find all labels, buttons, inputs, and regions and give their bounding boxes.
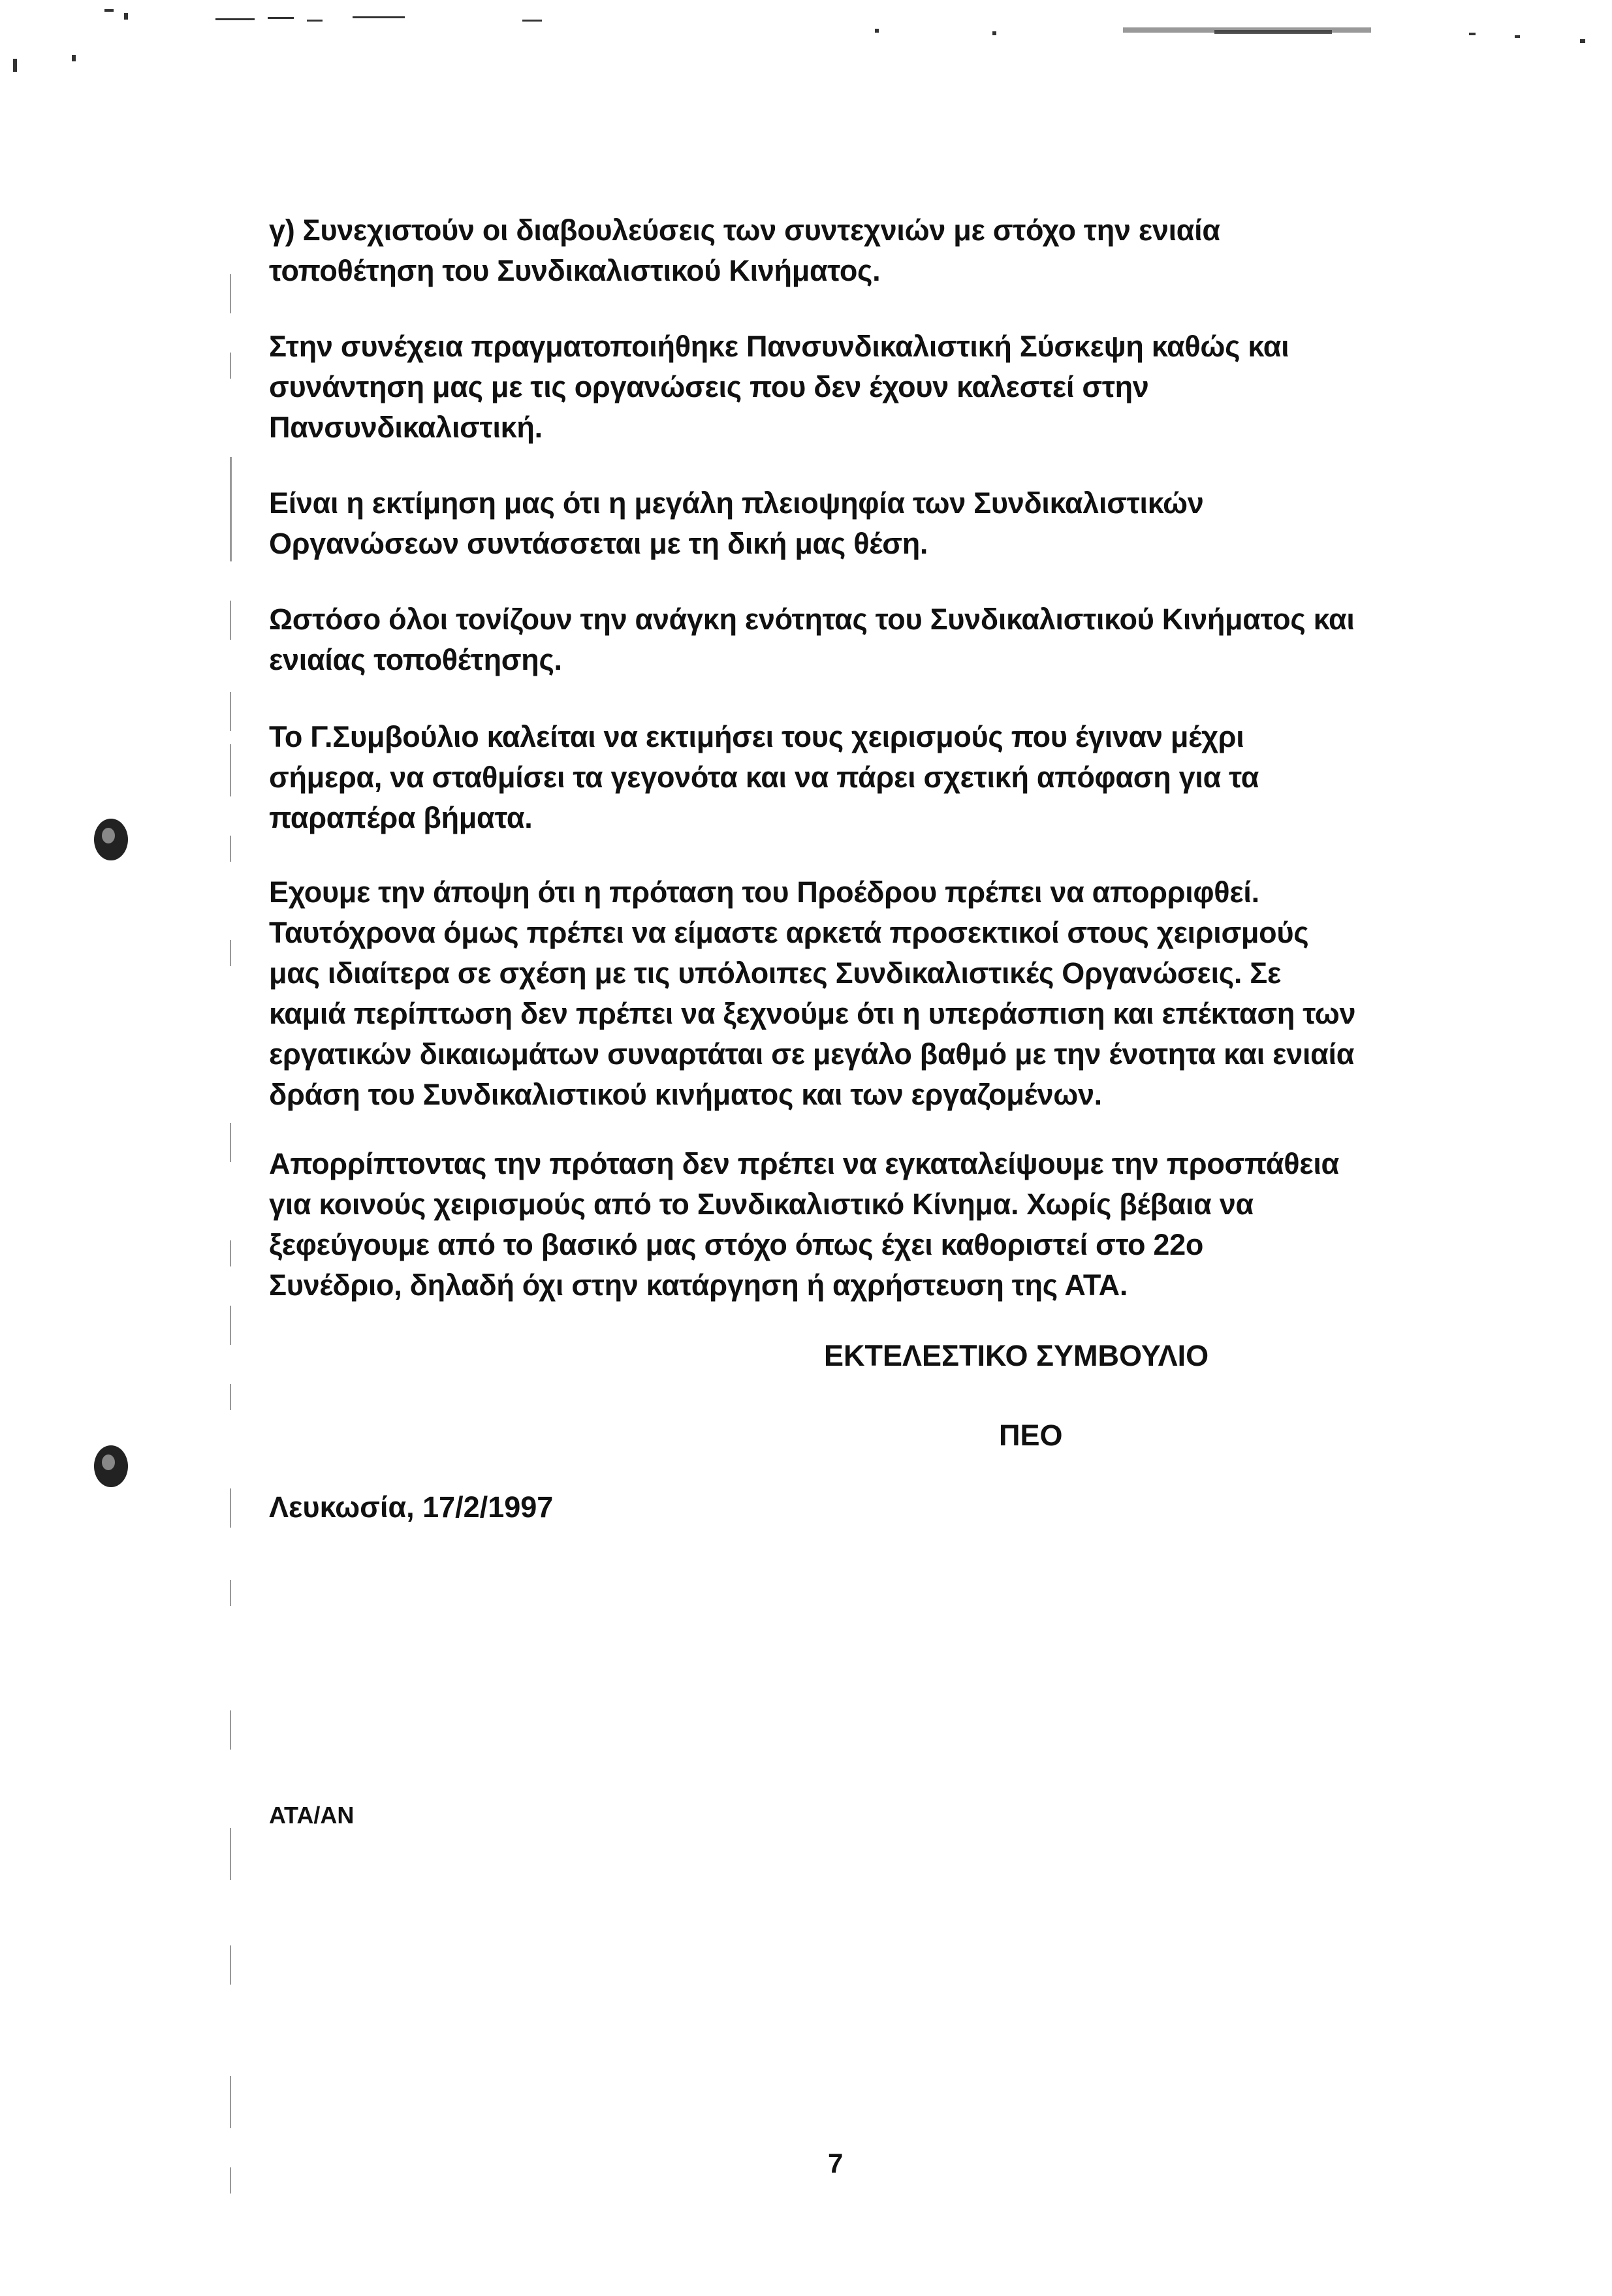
text-line: εργατικών δικαιωμάτων συναρτάται σε μεγάλο βαθμό με την ένοτητα και ενιαία (269, 1037, 1355, 1071)
text-line: Το Γ.Συμβούλιο καλείται να εκτιμήσει τους χειρισμούς που έγιναν μέχρι (269, 720, 1244, 753)
paragraph-unity (269, 599, 1457, 680)
scan-margin-line (230, 274, 232, 2233)
page-number: 7 (828, 2148, 844, 2178)
text-line: Απορρίπτοντας την πρόταση δεν πρέπει να εγκαταλείψουμε την προσπάθεια (269, 1147, 1339, 1180)
text-line: γ) Συνεχιστούν οι διαβουλεύσεις των συντεχνιών με στόχο την ενιαία (269, 213, 1220, 247)
paragraph-assessment (269, 483, 1457, 564)
text-line: καμιά περίπτωση δεν πρέπει να ξεχνούμε ότι η υπεράσπιση και επέκταση των (269, 997, 1356, 1030)
text-line: Εχουμε την άποψη ότι η πρόταση του Προέδρου πρέπει να απορριφθεί. (269, 875, 1259, 909)
text-line: Ταυτόχρονα όμως πρέπει να είμαστε αρκετά προσεκτικοί στους χειρισμούς (269, 916, 1309, 949)
place-date: Λευκωσία, 17/2/1997 (269, 1490, 554, 1524)
signature-executive-council: ΕΚΤΕΛΕΣΤΙΚΟ ΣΥΜΒΟΥΛΙΟ (824, 1339, 1209, 1372)
text-line: Πανσυνδικαλιστική. (269, 411, 543, 444)
text-line: ξεφεύγουμε από το βασικό μας στόχο όπως έχει καθοριστεί στο 22ο (269, 1228, 1204, 1261)
text-line: τοποθέτηση του Συνδικαλιστικού Κινήματος. (269, 254, 881, 287)
paragraph-rejection (269, 1144, 1457, 1306)
text-line: συνάντηση μας με τις οργανώσεις που δεν έχουν καλεστεί στην (269, 370, 1149, 403)
paragraph-general-council (269, 717, 1457, 838)
scan-noise-top (0, 0, 1612, 78)
text-line: μας ιδιαίτερα σε σχέση με τις υπόλοιπες Συνδικαλιστικές Οργανώσεις. Σε (269, 956, 1282, 990)
paragraph-consultations (269, 210, 1457, 291)
text-line: για κοινούς χειρισμούς από το Συνδικαλιστικό Κίνημα. Χωρίς βέβαια να (269, 1187, 1254, 1221)
text-line: Στην συνέχεια πραγματοποιήθηκε Πανσυνδικαλιστική Σύσκεψη καθώς και (269, 330, 1289, 363)
reference-code: ΑΤΑ/ΑΝ (269, 1802, 355, 1829)
text-line: δράση του Συνδικαλιστικού κινήματος και των εργαζομένων. (269, 1078, 1102, 1111)
text-line: σήμερα, να σταθμίσει τα γεγονότα και να πάρει σχετική απόφαση για τα (269, 761, 1259, 794)
signature-organization: ΠΕΟ (999, 1419, 1063, 1452)
text-line: Οργανώσεων συντάσσεται με τη δική μας θέση. (269, 527, 928, 560)
paragraph-opinion (269, 872, 1457, 1115)
text-line: Συνέδριο, δηλαδή όχι στην κατάργηση ή αχρήστευση της ΑΤΑ. (269, 1268, 1128, 1302)
punch-hole-mark (91, 1443, 131, 1490)
text-line: παραπέρα βήματα. (269, 801, 533, 834)
paragraph-meeting (269, 326, 1457, 448)
text-line: Ωστόσο όλοι τονίζουν την ανάγκη ενότητας του Συνδικαλιστικού Κινήματος και (269, 603, 1355, 636)
text-line: ενιαίας τοποθέτησης. (269, 643, 562, 676)
text-line: Είναι η εκτίμηση μας ότι η μεγάλη πλειοψηφία των Συνδικαλιστικών (269, 486, 1204, 520)
punch-hole-mark (91, 816, 131, 863)
